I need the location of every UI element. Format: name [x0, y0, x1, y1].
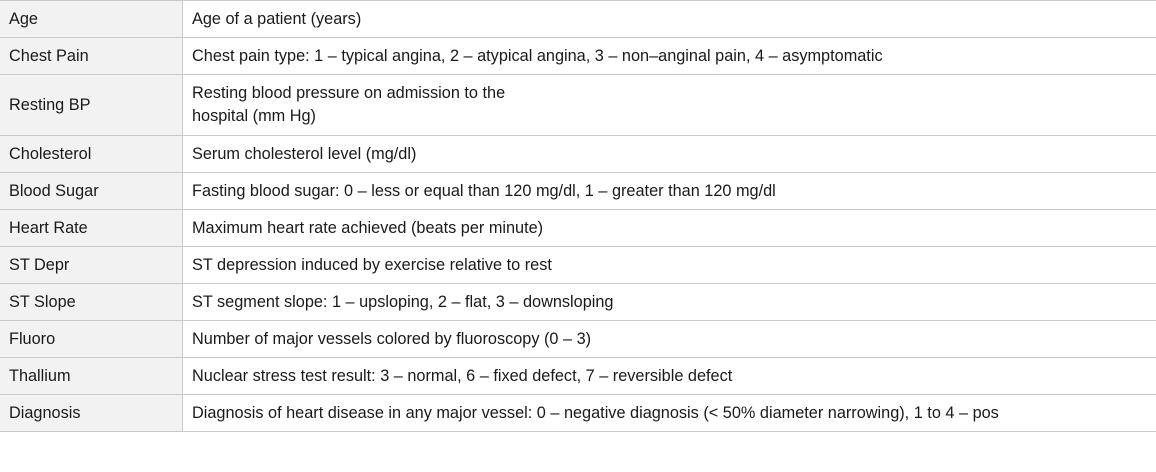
variable-description-thallium: Nuclear stress test result: 3 – normal, 6 – fixed defect, 7 – reversible defect: [183, 358, 1156, 395]
table-row: [0, 1, 1156, 38]
table-row: [0, 75, 1156, 136]
table-row: [0, 173, 1156, 210]
table-row: [0, 395, 1156, 432]
variable-name-diagnosis: Diagnosis: [0, 395, 183, 432]
variable-description-cholesterol: Serum cholesterol level (mg/dl): [183, 136, 1156, 173]
variable-description-blood-sugar: Fasting blood sugar: 0 – less or equal than 120 mg/dl, 1 – greater than 120 mg/dl: [183, 173, 1156, 210]
variable-description-chest-pain: Chest pain type: 1 – typical angina, 2 – atypical angina, 3 – non–anginal pain, 4 – asymptomatic: [183, 38, 1156, 75]
description-line: Resting blood pressure on admission to the: [192, 84, 506, 102]
table-row: [0, 284, 1156, 321]
variable-description-age: Age of a patient (years): [183, 1, 1156, 38]
variable-description-fluoro: Number of major vessels colored by fluoroscopy (0 – 3): [183, 321, 1156, 358]
variable-name-cholesterol: Cholesterol: [0, 136, 183, 173]
variable-name-age: Age: [0, 1, 183, 38]
variable-description-heart-rate: Maximum heart rate achieved (beats per minute): [183, 210, 1156, 247]
table-row: [0, 247, 1156, 284]
variable-description-st-depr: ST depression induced by exercise relative to rest: [183, 247, 1156, 284]
variable-description-diagnosis: Diagnosis of heart disease in any major vessel: 0 – negative diagnosis (< 50% diameter narrowing), 1 to 4 – pos: [183, 395, 1156, 432]
variable-description-st-slope: ST segment slope: 1 – upsloping, 2 – flat, 3 – downsloping: [183, 284, 1156, 321]
table-row: [0, 321, 1156, 358]
table-row: [0, 38, 1156, 75]
table-row: [0, 136, 1156, 173]
table-row: [0, 358, 1156, 395]
variable-name-thallium: Thallium: [0, 358, 183, 395]
variable-name-st-depr: ST Depr: [0, 247, 183, 284]
variable-name-blood-sugar: Blood Sugar: [0, 173, 183, 210]
description-line: hospital (mm Hg): [192, 107, 316, 125]
variable-name-chest-pain: Chest Pain: [0, 38, 183, 75]
table-row: [0, 210, 1156, 247]
variable-description-resting-bp: [183, 75, 1156, 136]
variable-name-st-slope: ST Slope: [0, 284, 183, 321]
variable-name-fluoro: Fluoro: [0, 321, 183, 358]
variable-name-resting-bp: Resting BP: [0, 75, 183, 136]
variable-name-heart-rate: Heart Rate: [0, 210, 183, 247]
